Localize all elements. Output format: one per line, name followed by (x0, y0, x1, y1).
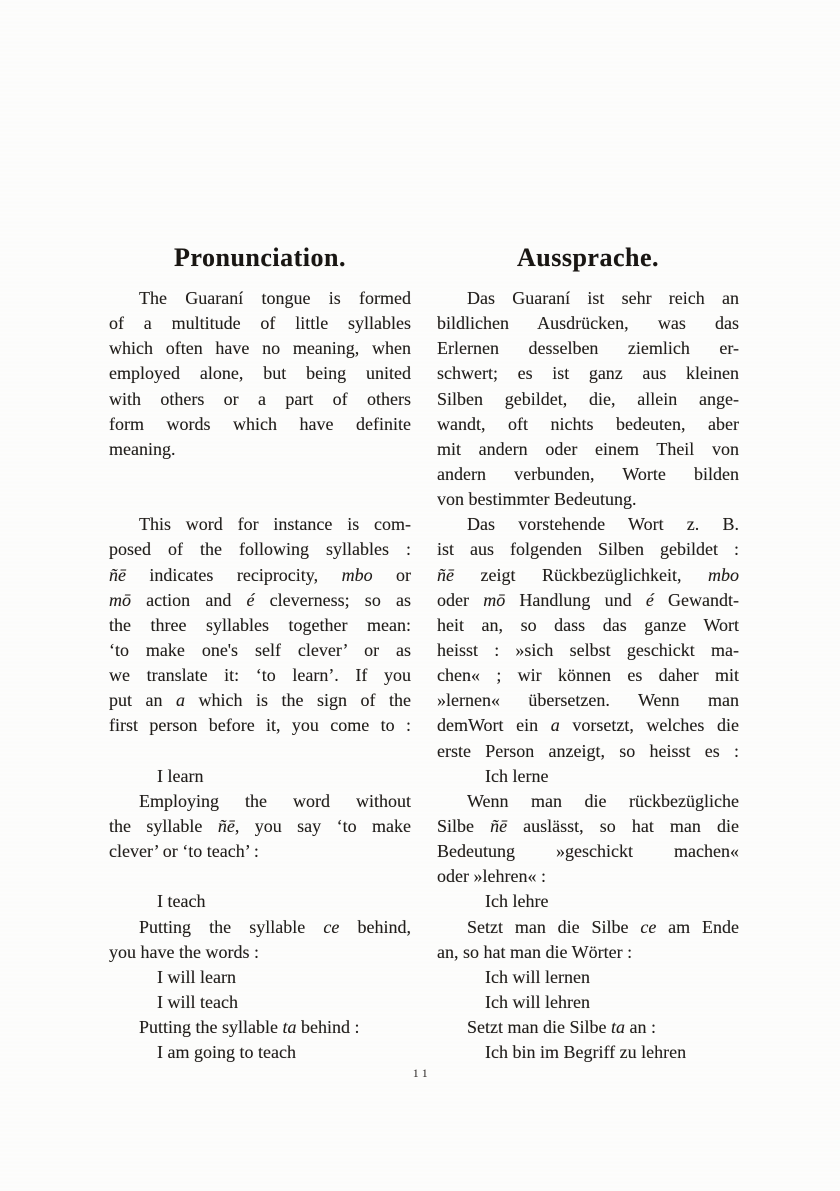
text-line: Putting the syllable ta behind : (139, 1017, 360, 1038)
text-line: »lernen« übersetzen. Wenn man (437, 690, 739, 711)
text-line: heit an, so dass das ganze Wort (437, 614, 739, 635)
text-line: with others or a part of others (109, 388, 411, 409)
text-line: I will learn (157, 966, 236, 987)
text-line: Bedeutung »geschickt machen« (437, 841, 739, 862)
text-line (109, 739, 411, 764)
text-line: first person before it, you come to : (109, 715, 411, 736)
text-line: von bestimmter Bedeutung. (437, 489, 637, 510)
page-number: 11 (412, 1066, 432, 1080)
text-line: erste Person anzeigt, so heisst es : (437, 740, 739, 761)
text-line (109, 487, 411, 512)
text-line: Ich lerne (485, 765, 549, 786)
text-line: The Guaraní tongue is formed (139, 288, 411, 308)
text-line: ist aus folgenden Silben gebildet : (437, 539, 739, 560)
text-line: demWort ein a vorsetzt, welches die (437, 715, 739, 736)
text-line: Ich will lehren (485, 991, 590, 1012)
text-line: Ich bin im Begriff zu lehren (485, 1042, 687, 1063)
text-line: Erlernen desselben ziemlich er- (437, 338, 739, 359)
text-line: oder mō Handlung und é Gewandt- (437, 589, 739, 610)
text-line: Silbe ñē auslässt, so hat man die (437, 815, 739, 836)
text-line: Wenn man die rückbezügliche (467, 790, 739, 811)
text-line: I am going to teach (157, 1042, 296, 1063)
text-line: ñē indicates reciprocity, mbo or (109, 564, 412, 585)
text-line: andern verbunden, Worte bilden (437, 463, 739, 484)
text-line: ‘to make one's self clever’ or as (109, 639, 411, 660)
text-line: heisst : »sich selbst geschickt ma- (437, 639, 739, 660)
text-line: form words which have definite (109, 413, 411, 434)
text-line: chen« ; wir können es daher mit (437, 665, 739, 686)
text-line: clever’ or ‘to teach’ : (109, 841, 259, 862)
text-line: an, so hat man die Wörter : (437, 941, 633, 962)
text-line: of a multitude of little syllables (109, 313, 411, 334)
text-line: the syllable ñē, you say ‘to make (109, 815, 411, 836)
text-line: schwert; es ist ganz aus kleinen (437, 363, 739, 384)
text-line (109, 864, 411, 889)
text-line: wandt, oft nichts bedeuten, aber (437, 413, 739, 434)
text-line: oder »lehren« : (437, 866, 546, 887)
text-line: I learn (157, 765, 204, 786)
text-line: Das Guaraní ist sehr reich an (467, 288, 739, 308)
text-line: Ich will lernen (485, 966, 590, 987)
text-line: meaning. (109, 438, 176, 459)
text-line: put an a which is the sign of the (109, 690, 411, 711)
text-line: Employing the word without (139, 790, 411, 811)
text-line: Silben gebildet, die, allein ange- (437, 388, 739, 409)
text-line: Setzt man die Silbe ta an : (467, 1017, 656, 1038)
text-line: Putting the syllable ce behind, (139, 916, 411, 937)
text-line: Das vorstehende Wort z. B. (467, 514, 739, 535)
text-line: which often have no meaning, when (109, 338, 411, 359)
right-column-heading: Aussprache. (516, 243, 659, 272)
text-line: we translate it: ‘to learn’. If you (109, 665, 411, 686)
right-text-column (437, 286, 739, 1065)
text-line: employed alone, but being united (109, 363, 411, 384)
text-line: I will teach (157, 991, 238, 1012)
text-line: you have the words : (109, 941, 259, 962)
text-line: posed of the following syllables : (109, 539, 411, 560)
text-line (109, 462, 411, 487)
text-line: This word for instance is com- (139, 514, 411, 535)
text-line: ñē zeigt Rückbezüglichkeit, mbo (437, 564, 739, 585)
text-line: I teach (157, 891, 206, 912)
text-line: mō action and é cleverness; so as (109, 589, 411, 610)
text-line: Ich lehre (485, 891, 549, 912)
left-text-column (109, 286, 411, 1065)
text-line: bildlichen Ausdrücken, was das (437, 313, 739, 334)
left-column-heading: Pronunciation. (174, 243, 346, 272)
text-line: mit andern oder einem Theil von (437, 438, 739, 459)
text-line: the three syllables together mean: (109, 614, 411, 635)
text-line: Setzt man die Silbe ce am Ende (467, 916, 739, 937)
